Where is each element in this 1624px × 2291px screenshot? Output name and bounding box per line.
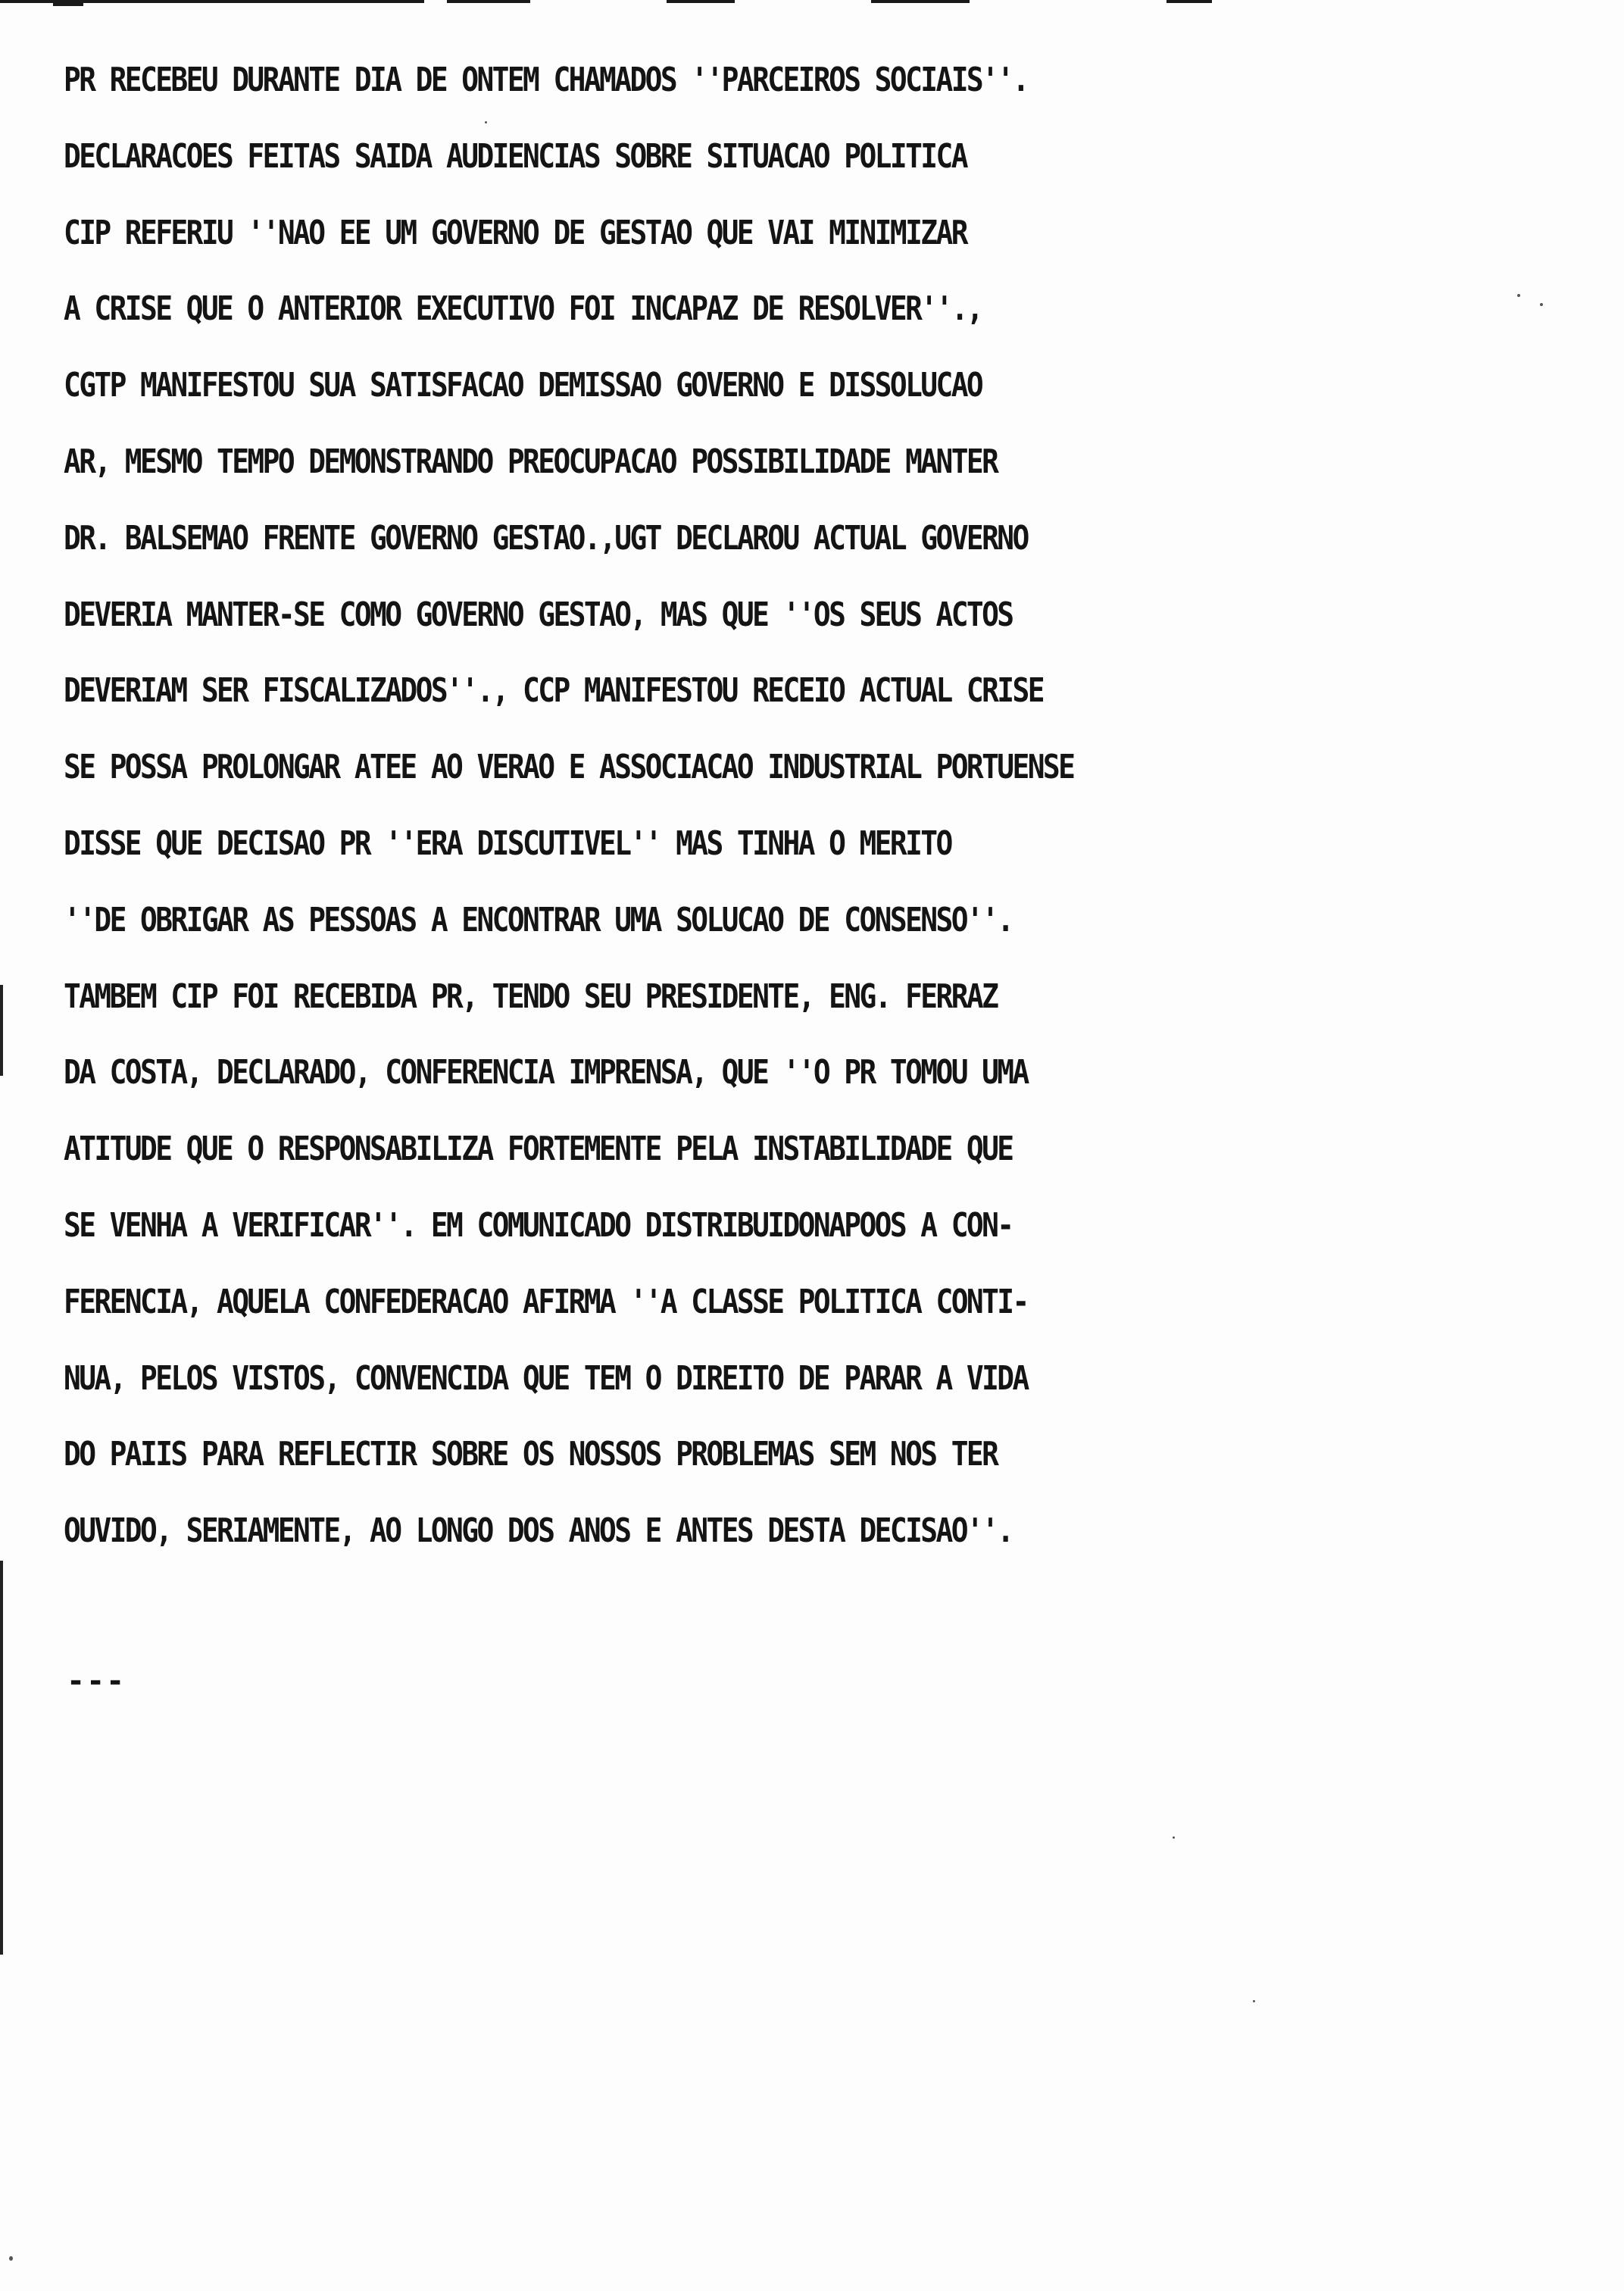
text-line: FERENCIA, AQUELA CONFEDERACAO AFIRMA ''A CLASSE POLITICA CONTI-	[64, 1282, 1028, 1321]
text-line: AR, MESMO TEMPO DEMONSTRANDO PREOCUPACAO POSSIBILIDADE MANTER	[64, 442, 998, 481]
text-line: SE POSSA PROLONGAR ATEE AO VERAO E ASSOCIACAO INDUSTRIAL PORTUENSE	[64, 748, 1074, 787]
scan-speck	[1540, 303, 1543, 306]
end-of-message-mark: ---	[67, 1664, 126, 1699]
scan-speck	[1517, 294, 1520, 297]
text-line: TAMBEM CIP FOI RECEBIDA PR, TENDO SEU PRESIDENTE, ENG. FERRAZ	[64, 977, 998, 1016]
text-line: A CRISE QUE O ANTERIOR EXECUTIVO FOI INCAPAZ DE RESOLVER''.,	[64, 289, 982, 329]
text-line: DA COSTA, DECLARADO, CONFERENCIA IMPRENSA, QUE ''O PR TOMOU UMA	[64, 1053, 1028, 1092]
scan-speck	[1253, 2000, 1255, 2002]
scan-speck	[1173, 1836, 1175, 1839]
torn-top-edge	[0, 0, 1624, 8]
scan-speck	[9, 2256, 13, 2261]
telex-text-body	[64, 59, 1301, 1586]
text-line: PR RECEBEU DURANTE DIA DE ONTEM CHAMADOS ''PARCEIROS SOCIAIS''.	[64, 61, 1028, 99]
text-line: DECLARACOES FEITAS SAIDA AUDIENCIAS SOBRE SITUACAO POLITICA	[64, 136, 967, 176]
text-line: ATITUDE QUE O RESPONSABILIZA FORTEMENTE PELA INSTABILIDADE QUE	[64, 1130, 1013, 1169]
text-line: DEVERIA MANTER-SE COMO GOVERNO GESTAO, MAS QUE ''OS SEUS ACTOS	[64, 595, 1013, 634]
text-line: NUA, PELOS VISTOS, CONVENCIDA QUE TEM O DIREITO DE PARAR A VIDA	[64, 1358, 1028, 1398]
text-line: SE VENHA A VERIFICAR''. EM COMUNICADO DISTRIBUIDONAPOOS A CON-	[64, 1205, 1013, 1245]
text-line: DO PAIIS PARA REFLECTIR SOBRE OS NOSSOS PROBLEMAS SEM NOS TER	[64, 1435, 998, 1474]
text-line: DR. BALSEMAO FRENTE GOVERNO GESTAO.,UGT DECLAROU ACTUAL GOVERNO	[64, 518, 1028, 558]
text-line: DEVERIAM SER FISCALIZADOS''., CCP MANIFESTOU RECEIO ACTUAL CRISE	[64, 671, 1043, 711]
scan-left-edge	[0, 985, 4, 1955]
text-line: OUVIDO, SERIAMENTE, AO LONGO DOS ANOS E ANTES DESTA DECISAO''.	[64, 1511, 1013, 1551]
text-line: CIP REFERIU ''NAO EE UM GOVERNO DE GESTAO QUE VAI MINIMIZAR	[64, 213, 967, 252]
text-line: CGTP MANIFESTOU SUA SATISFACAO DEMISSAO GOVERNO E DISSOLUCAO	[64, 366, 982, 405]
text-line: DISSE QUE DECISAO PR ''ERA DISCUTIVEL'' MAS TINHA O MERITO	[64, 824, 951, 863]
text-line: ''DE OBRIGAR AS PESSOAS A ENCONTRAR UMA SOLUCAO DE CONSENSO''.	[64, 900, 1013, 939]
